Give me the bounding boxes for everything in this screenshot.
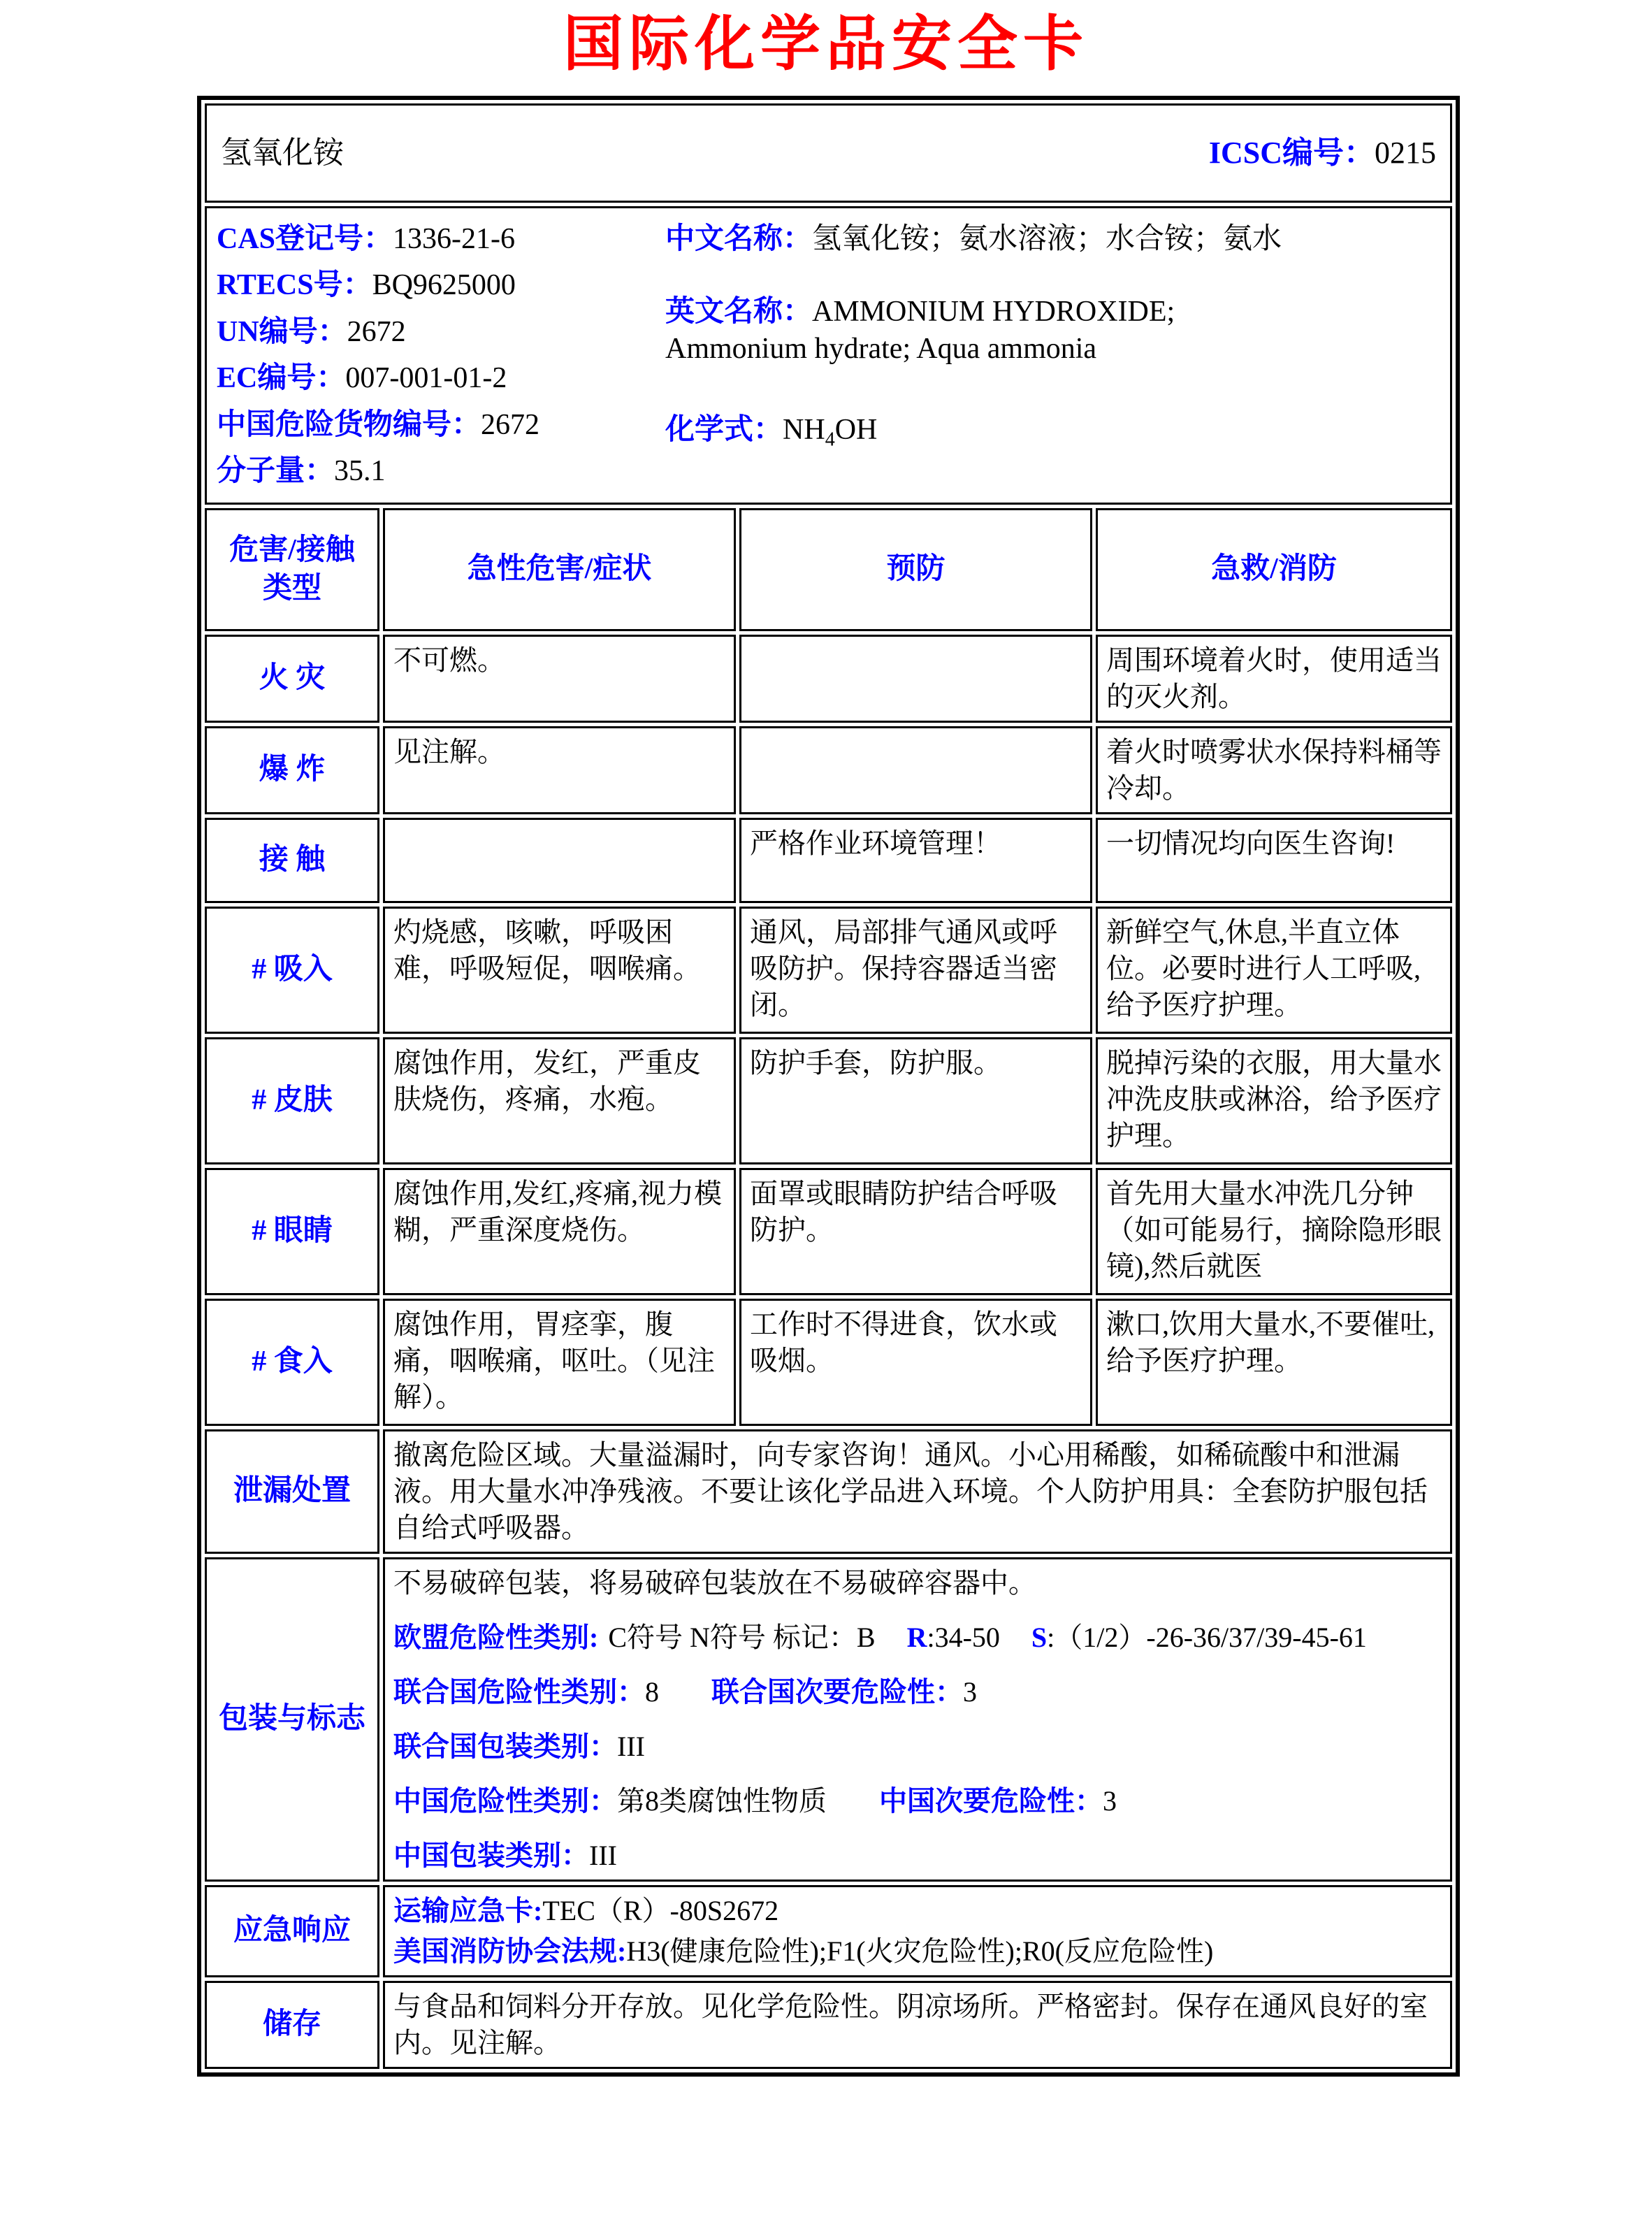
eyes-prevention-cell: 面罩或眼睛防护结合呼吸防护。 (739, 1168, 1092, 1295)
hazard-type-inhalation: # 吸入 (205, 907, 379, 1034)
inhalation-symptoms-cell: 灼烧感，咳嗽，呼吸困难，呼吸短促，咽喉痛。 (383, 907, 736, 1034)
hazard-type-exposure: 接 触 (205, 818, 379, 903)
cn-hazard-class-line (393, 1783, 1442, 1819)
identifier-list (217, 221, 657, 490)
un-subsidiary-risk-value: 3 (963, 1675, 977, 1708)
hazard-type-eyes: # 眼睛 (205, 1168, 379, 1295)
inhalation-prevention-cell: 通风，局部排气通风或呼吸防护。保持容器适当密闭。 (739, 907, 1092, 1034)
english-name-line (665, 294, 1294, 367)
china-dg-number-value: 2672 (481, 408, 540, 441)
un-packing-group-line (393, 1729, 1442, 1765)
hazard-header-row (205, 508, 1452, 631)
exposure-prevention-cell: 严格作业环境管理！ (739, 818, 1092, 903)
r-phrases-label: R (906, 1621, 927, 1653)
chinese-name-value: 氢氧化铵；氨水溶液；水合铵；氨水 (812, 222, 1282, 255)
eyes-firstaid-cell: 首先用大量水冲洗几分钟（如可能易行，摘除隐形眼镜),然后就医 (1096, 1168, 1452, 1295)
eu-hazard-class-line (393, 1619, 1442, 1656)
packaging-labelling-cell (383, 1557, 1452, 1882)
hazard-row-skin (205, 1037, 1452, 1164)
transport-emergency-card-label: 运输应急卡: (393, 1894, 543, 1926)
china-dg-number-line (217, 407, 657, 444)
cn-packing-group-label: 中国包装类别： (393, 1839, 589, 1871)
spill-disposal-row (205, 1429, 1452, 1554)
cn-hazard-class-value: 第8类腐蚀性物质 (617, 1784, 827, 1817)
identification-row (205, 206, 1452, 505)
inhalation-firstaid-cell: 新鲜空气,休息,半直立体位。必要时进行人工呼吸,给予医疗护理。 (1096, 907, 1452, 1034)
hazard-type-header: 危害/接触类型 (205, 508, 379, 631)
nfpa-code-value: H3(健康危险性);F1(火灾危险性);R0(反应危险性) (626, 1935, 1214, 1967)
cas-number-value: 1336-21-6 (393, 222, 516, 255)
chinese-name-line (665, 221, 1440, 258)
packaging-labelling-label: 包装与标志 (205, 1557, 379, 1882)
nfpa-code-line (393, 1933, 1442, 1970)
explosion-prevention-cell (739, 726, 1092, 814)
cn-subsidiary-risk-value: 3 (1103, 1784, 1117, 1817)
un-subsidiary-risk-label: 联合国次要危险性： (711, 1675, 963, 1708)
skin-symptoms-cell: 腐蚀作用，发红，严重皮肤烧伤，疼痛，水疱。 (383, 1037, 736, 1164)
formula-subscript: 4 (825, 428, 835, 451)
hazard-row-explosion (205, 726, 1452, 814)
cas-number-line (217, 221, 657, 258)
fire-firstaid-cell: 周围环境着火时，使用适当的灭火剂。 (1096, 635, 1452, 723)
formula-base: NH (783, 414, 825, 447)
storage-text: 与食品和饲料分开存放。见化学危险性。阴凉场所。严格密封。保存在通风良好的室内。见注解。 (383, 1981, 1452, 2069)
hazard-row-eyes (205, 1168, 1452, 1295)
english-name-label: 英文名称： (665, 296, 813, 329)
hazard-type-fire: 火 灾 (205, 635, 379, 723)
rtecs-number-label: RTECS号： (217, 269, 372, 302)
ec-number-value: 007-001-01-2 (345, 362, 507, 395)
ec-number-line (217, 360, 657, 397)
spill-disposal-text: 撤离危险区域。大量溢漏时，向专家咨询！通风。小心用稀酸，如稀硫酸中和泄漏液。用大量水冲净残液。不要让该化学品进入环境。个人防护用具：全套防护服包括自给式呼吸器。 (383, 1429, 1452, 1554)
acute-hazard-header: 急性危害/症状 (383, 508, 736, 631)
hazard-row-ingestion (205, 1299, 1452, 1426)
nfpa-code-label: 美国消防协会法规: (393, 1935, 627, 1967)
cn-subsidiary-risk-label: 中国次要危险性： (879, 1784, 1103, 1817)
chemical-formula-label: 化学式： (665, 414, 783, 447)
un-packing-group-label: 联合国包装类别： (393, 1730, 617, 1762)
substance-header-content (215, 133, 1442, 173)
cas-number-label: CAS登记号： (217, 222, 393, 255)
un-hazard-class-value: 8 (645, 1675, 659, 1708)
substance-name: 氢氧化铵 (221, 136, 344, 170)
un-hazard-class-label: 联合国危险性类别： (393, 1675, 645, 1708)
cn-packing-group-line (393, 1838, 1442, 1874)
emergency-response-label: 应急响应 (205, 1885, 379, 1977)
un-hazard-class-line (393, 1674, 1442, 1710)
s-phrases-label: S (1031, 1621, 1048, 1653)
hazard-type-explosion: 爆 炸 (205, 726, 379, 814)
molecular-weight-line (217, 453, 657, 490)
eu-hazard-class-value: C符号 N符号 标记：B (608, 1621, 876, 1653)
substance-header-cell (205, 103, 1452, 203)
s-phrases-value: :（1/2）-26-36/37/39-45-61 (1047, 1621, 1367, 1653)
ingestion-firstaid-cell: 漱口,饮用大量水,不要催吐,给予医疗护理。 (1096, 1299, 1452, 1426)
rtecs-number-line (217, 267, 657, 304)
identification-cell (205, 206, 1452, 505)
hazard-row-fire (205, 635, 1452, 723)
icsc-number (1209, 133, 1436, 173)
ingestion-prevention-cell: 工作时不得进食，饮水或吸烟。 (739, 1299, 1092, 1426)
prevention-header: 预防 (739, 508, 1092, 631)
icsc-number-label: ICSC编号： (1208, 136, 1375, 170)
r-phrases-value: :34-50 (927, 1621, 1000, 1653)
icsc-number-value: 0215 (1375, 136, 1437, 170)
un-number-label: UN编号： (217, 315, 347, 348)
identification-columns (217, 221, 1440, 490)
packaging-note-line: 不易破碎包装，将易破碎包装放在不易破碎容器中。 (393, 1566, 1036, 1599)
chinese-name-label: 中文名称： (665, 222, 813, 255)
hazard-type-skin: # 皮肤 (205, 1037, 379, 1164)
page-title: 国际化学品安全卡 (563, 10, 1089, 78)
cn-packing-group-value: III (589, 1839, 617, 1871)
emergency-response-cell (383, 1885, 1452, 1977)
packaging-labelling-row (205, 1557, 1452, 1882)
skin-firstaid-cell: 脱掉污染的衣服，用大量水冲洗皮肤或淋浴，给予医疗护理。 (1096, 1037, 1452, 1164)
chemical-formula-line (665, 412, 1440, 452)
eyes-symptoms-cell: 腐蚀作用,发红,疼痛,视力模糊，严重深度烧伤。 (383, 1168, 736, 1295)
storage-row (205, 1981, 1452, 2069)
formula-rest: OH (834, 414, 878, 447)
ec-number-label: EC编号： (217, 362, 346, 395)
molecular-weight-label: 分子量： (217, 455, 335, 488)
firstaid-header: 急救/消防 (1096, 508, 1452, 631)
english-name-value: AMMONIUM HYDROXIDE; Ammonium hydrate; Aqua ammonia (665, 296, 1175, 365)
substance-header-row (205, 103, 1452, 203)
explosion-symptoms-cell: 见注解。 (383, 726, 736, 814)
explosion-firstaid-cell: 着火时喷雾状水保持料桶等冷却。 (1096, 726, 1452, 814)
emergency-response-row (205, 1885, 1452, 1977)
ingestion-symptoms-cell: 腐蚀作用，胃痉挛，腹痛，咽喉痛，呕吐。（见注解）。 (383, 1299, 736, 1426)
exposure-symptoms-cell (383, 818, 736, 903)
name-and-formula (657, 221, 1440, 490)
china-dg-number-label: 中国危险货物编号： (217, 408, 481, 441)
skin-prevention-cell: 防护手套，防护服。 (739, 1037, 1092, 1164)
storage-label: 储存 (205, 1981, 379, 2069)
un-packing-group-value: III (617, 1730, 645, 1762)
hazard-row-inhalation (205, 907, 1452, 1034)
un-number-value: 2672 (347, 315, 406, 348)
un-number-line (217, 314, 657, 351)
rtecs-number-value: BQ9625000 (372, 269, 516, 302)
fire-symptoms-cell: 不可燃。 (383, 635, 736, 723)
hazard-type-ingestion: # 食入 (205, 1299, 379, 1426)
transport-emergency-card-value: TEC（R）-80S2672 (542, 1894, 779, 1926)
eu-hazard-class-label: 欧盟危险性类别: (393, 1621, 599, 1653)
molecular-weight-value: 35.1 (334, 455, 386, 488)
fire-prevention-cell (739, 635, 1092, 723)
hazard-row-exposure (205, 818, 1452, 903)
exposure-firstaid-cell: 一切情况均向医生咨询! (1096, 818, 1452, 903)
spill-disposal-label: 泄漏处置 (205, 1429, 379, 1554)
cn-hazard-class-label: 中国危险性类别： (393, 1784, 617, 1817)
icsc-card-table (197, 96, 1460, 2077)
transport-emergency-card-line (393, 1893, 1442, 1929)
